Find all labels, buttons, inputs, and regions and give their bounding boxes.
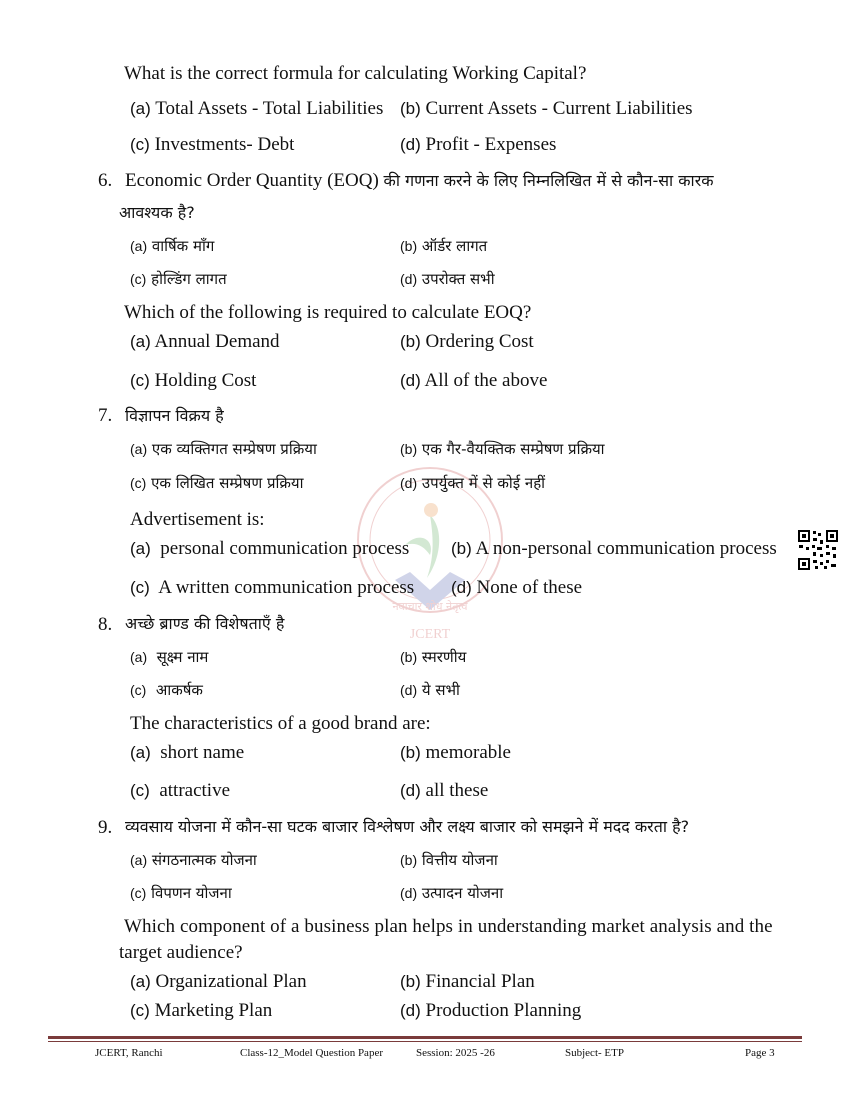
option-text: attractive <box>159 780 231 801</box>
q8-option-hi-a[interactable] <box>130 645 208 669</box>
q6-option-en-c[interactable] <box>130 368 256 394</box>
footer-rule-thin <box>48 1041 802 1042</box>
option-label: (c) <box>130 271 147 287</box>
q7-option-hi-c[interactable] <box>130 471 304 495</box>
q7-option-hi-a[interactable] <box>130 437 317 461</box>
q6-question-eoq-term: Economic Order Quantity (EOQ) <box>125 170 379 191</box>
option-label: (b) <box>400 332 421 351</box>
option-text: Total Assets - Total Liabilities <box>155 98 384 119</box>
q9-question-en-line1: Which component of a business plan helps in understanding market analysis and the <box>124 916 773 937</box>
footer-page-number: Page 3 <box>745 1047 775 1059</box>
option-text: होल्डिंग लागत <box>151 270 227 288</box>
option-label: (a) <box>130 238 148 254</box>
q6-option-en-d[interactable] <box>400 368 547 394</box>
option-label: (b) <box>400 649 418 665</box>
option-text: एक व्यक्तिगत सम्प्रेषण प्रक्रिया <box>151 440 317 458</box>
q5-option-c[interactable] <box>130 132 294 158</box>
option-label: (c) <box>130 781 150 800</box>
option-label: (d) <box>400 781 421 800</box>
q5-option-d[interactable] <box>400 132 556 158</box>
q8-question-en: The characteristics of a good brand are: <box>130 713 431 734</box>
q9-question-en-line2: target audience? <box>119 942 243 963</box>
q7-option-hi-b[interactable] <box>400 437 605 461</box>
q5-question-en: What is the correct formula for calculating Working Capital? <box>124 63 587 84</box>
q7-option-en-b[interactable] <box>451 536 777 562</box>
q9-option-hi-a[interactable] <box>130 848 257 872</box>
option-label: (b) <box>400 852 418 868</box>
option-label: (c) <box>130 1001 150 1020</box>
option-text: आकर्षक <box>155 681 203 699</box>
q5-option-a[interactable] <box>130 96 383 122</box>
q6-option-hi-d[interactable] <box>400 267 495 291</box>
option-text: A non-personal communication process <box>475 538 777 559</box>
q9-option-hi-b[interactable] <box>400 848 498 872</box>
q9-option-en-c[interactable] <box>130 998 272 1024</box>
q6-option-en-b[interactable] <box>400 329 534 355</box>
option-text: Production Planning <box>425 1000 582 1021</box>
q6-option-hi-a[interactable] <box>130 234 214 258</box>
option-text: स्मरणीय <box>421 648 467 666</box>
option-text: all these <box>425 780 489 801</box>
q8-option-hi-b[interactable] <box>400 645 466 669</box>
option-label: (b) <box>400 441 418 457</box>
option-label: (d) <box>400 682 418 698</box>
option-text: personal communication process <box>160 538 410 559</box>
option-text: Ordering Cost <box>425 331 534 352</box>
option-label: (b) <box>400 972 421 991</box>
option-label: (a) <box>130 972 151 991</box>
option-text: वार्षिक माँग <box>151 237 215 255</box>
q6-question-en: Which of the following is required to calculate EOQ? <box>124 302 532 323</box>
q8-option-en-a[interactable] <box>130 740 244 766</box>
q7-question-en: Advertisement is: <box>130 509 265 530</box>
option-text: Profit - Expenses <box>425 134 557 155</box>
option-text: एक लिखित सम्प्रेषण प्रक्रिया <box>151 474 304 492</box>
option-text: ये सभी <box>421 681 460 699</box>
option-label: (a) <box>130 99 151 118</box>
option-text: सूक्ष्म नाम <box>156 648 209 666</box>
q8-option-en-d[interactable] <box>400 778 488 804</box>
q9-option-en-a[interactable] <box>130 969 307 995</box>
q7-number: 7. <box>98 405 113 426</box>
svg-text:नवाचार शोध नेतृत्व: नवाचार शोध नेतृत्व <box>392 600 468 613</box>
option-text: Financial Plan <box>425 971 535 992</box>
option-label: (c) <box>130 475 147 491</box>
option-label: (d) <box>400 371 421 390</box>
option-text: All of the above <box>424 370 548 391</box>
option-label: (b) <box>400 238 418 254</box>
q9-option-en-b[interactable] <box>400 969 535 995</box>
q9-question-hi: व्यवसाय योजना में कौन-सा घटक बाजार विश्लेषण और लक्ष्य बाजार को समझने में मदद करता है? <box>125 817 690 836</box>
option-text: उपरोक्त सभी <box>421 270 495 288</box>
q7-option-en-c[interactable] <box>130 575 414 601</box>
q8-option-hi-c[interactable] <box>130 678 203 702</box>
option-label: (c) <box>130 135 150 154</box>
q9-option-en-d[interactable] <box>400 998 581 1024</box>
footer-org: JCERT, Ranchi <box>95 1047 163 1059</box>
option-text: ऑर्डर लागत <box>421 237 488 255</box>
qr-code <box>798 530 838 570</box>
option-text: short name <box>160 742 245 763</box>
q7-option-en-a[interactable] <box>130 536 409 562</box>
q8-number: 8. <box>98 614 113 635</box>
q5-option-b[interactable] <box>400 96 693 122</box>
footer-class: Class-12_Model Question Paper <box>240 1047 383 1059</box>
q6-number: 6. <box>98 170 113 191</box>
option-label: (d) <box>400 135 421 154</box>
option-text: memorable <box>425 742 511 763</box>
option-text: Marketing Plan <box>154 1000 273 1021</box>
q6-option-en-a[interactable] <box>130 329 280 355</box>
q7-option-hi-d[interactable] <box>400 471 545 495</box>
option-label: (a) <box>130 441 148 457</box>
option-text: विपणन योजना <box>151 884 232 902</box>
option-text: None of these <box>476 577 583 598</box>
option-label: (b) <box>400 743 421 762</box>
option-text: संगठनात्मक योजना <box>151 851 257 869</box>
option-label: (a) <box>130 539 151 558</box>
q9-number: 9. <box>98 817 113 838</box>
option-label: (c) <box>130 371 150 390</box>
q6-option-hi-c[interactable] <box>130 267 227 291</box>
option-label: (c) <box>130 885 147 901</box>
option-label: (d) <box>400 475 418 491</box>
q7-option-en-d[interactable] <box>451 575 582 601</box>
option-label: (d) <box>400 1001 421 1020</box>
option-label: (b) <box>400 99 421 118</box>
option-text: Investments- Debt <box>154 134 295 155</box>
q6-question-hi-line1 <box>125 168 714 194</box>
q6-question-hi-line2: आवश्यक है? <box>119 203 195 222</box>
option-text: Current Assets - Current Liabilities <box>425 98 693 119</box>
q8-option-en-b[interactable] <box>400 740 511 766</box>
svg-text:JCERT: JCERT <box>409 627 451 642</box>
option-text: एक गैर-वैयक्तिक सम्प्रेषण प्रक्रिया <box>421 440 605 458</box>
q7-question-hi: विज्ञापन विक्रय है <box>125 406 224 425</box>
option-text: उपर्युक्त में से कोई नहीं <box>421 474 546 492</box>
option-label: (b) <box>451 539 472 558</box>
option-text: उत्पादन योजना <box>421 884 504 902</box>
option-text: वित्तीय योजना <box>421 851 498 869</box>
footer-subject: Subject- ETP <box>565 1047 624 1059</box>
q8-option-en-c[interactable] <box>130 778 230 804</box>
footer-rule <box>48 1036 802 1039</box>
footer-session: Session: 2025 -26 <box>416 1047 495 1059</box>
option-label: (d) <box>400 885 418 901</box>
q6-option-hi-b[interactable] <box>400 234 487 258</box>
q8-option-hi-d[interactable] <box>400 678 460 702</box>
option-label: (a) <box>130 852 148 868</box>
option-label: (d) <box>451 578 472 597</box>
option-label: (c) <box>130 682 147 698</box>
q6-question-hi-text: की गणना करने के लिए निम्नलिखित में से कौन-सा कारक <box>383 171 714 190</box>
option-label: (a) <box>130 332 151 351</box>
option-label: (a) <box>130 743 151 762</box>
option-label: (a) <box>130 649 148 665</box>
option-text: A written communication process <box>158 577 415 598</box>
option-label: (d) <box>400 271 418 287</box>
q8-question-hi: अच्छे ब्राण्ड की विशेषताएँ है <box>125 614 285 633</box>
option-text: Annual Demand <box>154 331 280 352</box>
option-text: Organizational Plan <box>155 971 307 992</box>
q9-option-hi-c[interactable] <box>130 881 232 905</box>
option-label: (c) <box>130 578 150 597</box>
q9-option-hi-d[interactable] <box>400 881 503 905</box>
option-text: Holding Cost <box>154 370 257 391</box>
